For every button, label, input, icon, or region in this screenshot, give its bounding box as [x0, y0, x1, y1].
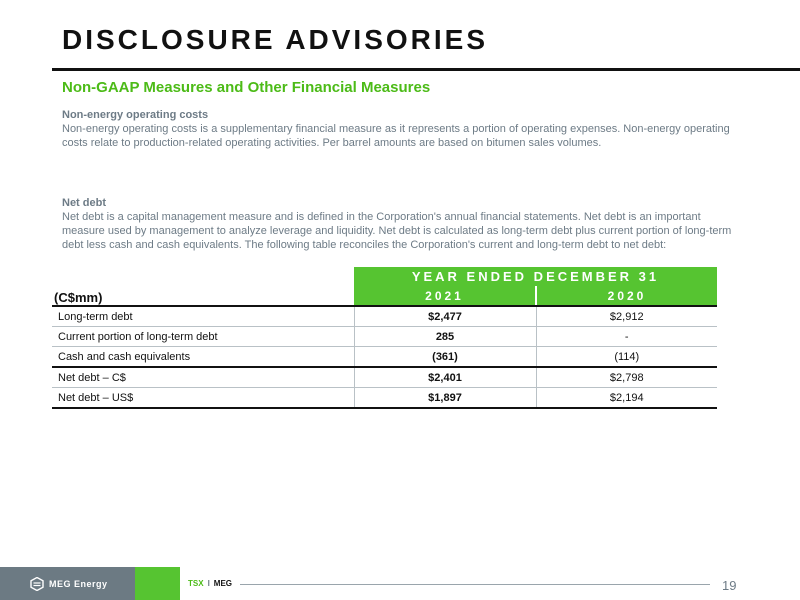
stock-ticker [188, 579, 232, 588]
table-row [52, 347, 717, 368]
unit-label: (C$mm) [52, 286, 354, 306]
row-label: Net debt – C$ [52, 367, 354, 388]
section-heading: Non-energy operating costs [62, 109, 209, 121]
value-2020: (114) [536, 347, 717, 368]
group-header: YEAR ENDED DECEMBER 31 [354, 267, 717, 286]
section-heading: Net debt [62, 197, 106, 209]
value-2020: $2,798 [536, 367, 717, 388]
value-2020: $2,194 [536, 388, 717, 409]
row-label: Cash and cash equivalents [52, 347, 354, 368]
page-number: 19 [722, 578, 737, 593]
year-header-2020: 2020 [536, 286, 717, 306]
value-2020: - [536, 327, 717, 347]
ticker-symbol: MEG [213, 579, 233, 588]
row-label: Net debt – US$ [52, 388, 354, 409]
value-2021: (361) [354, 347, 536, 368]
ticker-separator: I [207, 579, 210, 588]
hexagon-logo-icon [30, 577, 44, 591]
title-rule [52, 68, 800, 71]
footer [0, 567, 800, 600]
page-subtitle: Non-GAAP Measures and Other Financial Measures [62, 79, 431, 96]
table-row [52, 306, 717, 327]
year-header-2021: 2021 [354, 286, 536, 306]
section-net-debt [62, 196, 742, 252]
value-2021: 285 [354, 327, 536, 347]
logo-text: MEG Energy [49, 578, 108, 589]
value-2021: $2,477 [354, 306, 536, 327]
table-row [52, 388, 717, 409]
row-label: Long-term debt [52, 306, 354, 327]
value-2021: $2,401 [354, 367, 536, 388]
table-group-header-row [52, 267, 717, 286]
table-year-header-row [52, 286, 717, 306]
footer-rule [240, 584, 710, 585]
table-row [52, 367, 717, 388]
page-title: DISCLOSURE ADVISORIES [62, 24, 489, 55]
net-debt-table [52, 267, 717, 409]
row-label: Current portion of long-term debt [52, 327, 354, 347]
section-body: Non-energy operating costs is a supplementary financial measure as it represents a portion of operating expenses. Non-energy operating costs relate to production-related operating activities. Per barrel amounts are based on bitumen sales volumes. [62, 123, 730, 149]
section-body: Net debt is a capital management measure and is defined in the Corporation's annual financial statements. Net debt is an important measure used by management to analyze leverage and liquidity. Net debt is calculated as long-term debt plus current portion of long-term debt less cash and cash equivalents. The following table reconciles the Corporation's current and long-term debt to net debt: [62, 211, 732, 251]
value-2020: $2,912 [536, 306, 717, 327]
ticker-exchange: TSX [188, 579, 204, 588]
value-2021: $1,897 [354, 388, 536, 409]
table-row [52, 327, 717, 347]
company-logo [0, 567, 135, 600]
footer-accent-block [135, 567, 180, 600]
section-non-energy-costs [62, 108, 742, 150]
